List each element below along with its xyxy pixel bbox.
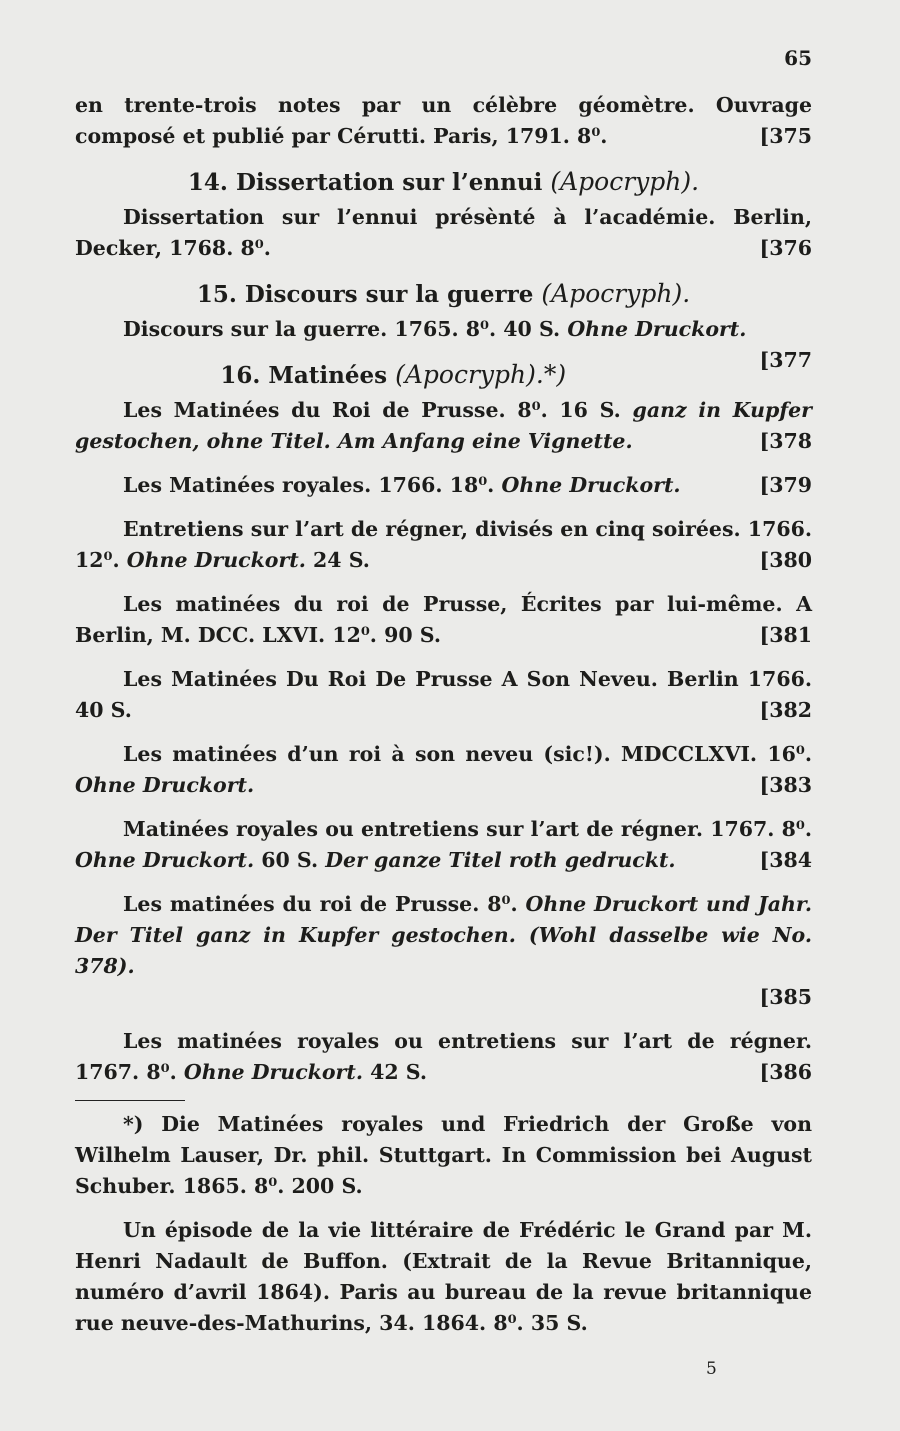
entry-ref: [376 — [759, 236, 812, 260]
entry-380: Entretiens sur l’art de régner, divisés en cinq soirées. 1766. 12⁰. Ohne Druckort. 24 S. [380 — [75, 514, 812, 576]
entry-384: Matinées royales ou entretiens sur l’art de régner. 1767. 8⁰. Ohne Druckort. 60 S. Der ganze Titel roth gedruckt. [384 — [75, 814, 812, 876]
entry-375: en trente-trois notes par un célèbre géomètre. Ouvrage composé et publié par Cérutti. Paris, 1791. 8⁰. [375 — [75, 90, 812, 152]
page-number: 65 — [784, 46, 812, 70]
signature-mark: 5 — [706, 1359, 717, 1379]
footnote: *) Die Matinées royales und Friedrich der Große von Wilhelm Lauser, Dr. phil. Stuttgart. In Commission bei August Schuber. 1865. 8⁰. 200 S. — [75, 1112, 812, 1198]
entry-ref: [381 — [759, 623, 812, 647]
entry-ref: [375 — [759, 124, 812, 148]
section-heading-15: 15. Discours sur la guerre (Apocryph). — [196, 279, 691, 308]
entry-386: Les matinées royales ou entretiens sur l’art de régner. 1767. 8⁰. Ohne Druckort. 42 S. [386 — [75, 1026, 812, 1088]
entry-ref: [384 — [759, 848, 812, 872]
entry-ref-385: [385 — [759, 985, 812, 1009]
entry-ref: [382 — [759, 698, 812, 722]
footnote-divider — [75, 1100, 185, 1101]
entry-385: Les matinées du roi de Prusse. 8⁰. Ohne Druckort und Jahr. Der Titel ganz in Kupfer gestochen. (Wohl dasselbe wie No. 378). — [75, 892, 812, 978]
entry-381: Les matinées du roi de Prusse, Écrites par lui-même. A Berlin, M. DCC. LXVI. 12⁰. 90 S. [381 — [75, 589, 812, 651]
entry-ref: [378 — [759, 429, 812, 453]
entry-378: Les Matinées du Roi de Prusse. 8⁰. 16 S. ganz in Kupfer gestochen, ohne Titel. Am Anfang eine Vignette. [378 — [75, 395, 812, 457]
entry-377: Discours sur la guerre. 1765. 8⁰. 40 S. Ohne Druckort. [377 — [75, 314, 812, 345]
entry-382: Les Matinées Du Roi De Prusse A Son Neveu. Berlin 1766. 40 S. [382 — [75, 664, 812, 726]
entry-ref: [379 — [759, 473, 812, 497]
entry-376: Dissertation sur l’ennui présènté à l’académie. Berlin, Decker, 1768. 8⁰. [376 — [75, 202, 812, 264]
entry-ref: [380 — [759, 548, 812, 572]
entry-383: Les matinées d’un roi à son neveu (sic!). MDCCLXVI. 16⁰. Ohne Druckort. [383 — [75, 739, 812, 801]
closing-paragraph: Un épisode de la vie littéraire de Frédéric le Grand par M. Henri Nadault de Buffon. (Extrait de la Revue Britannique, numéro d’avril 1864). Paris au bureau de la revue britannique rue neuve-des-Mathurins, 34. 1864. 8⁰. 35 S. — [75, 1218, 812, 1335]
entry-ref: [386 — [759, 1060, 812, 1084]
section-heading-14: 14. Dissertation sur l’ennui (Apocryph). — [187, 167, 700, 196]
section-heading-16: 16. Matinées (Apocryph).*) — [220, 360, 567, 389]
entry-379: Les Matinées royales. 1766. 18⁰. Ohne Druckort. [379 — [75, 470, 812, 501]
entry-ref: [383 — [759, 773, 812, 797]
entry-ref: [377 — [759, 348, 812, 372]
page-content — [75, 90, 812, 1339]
